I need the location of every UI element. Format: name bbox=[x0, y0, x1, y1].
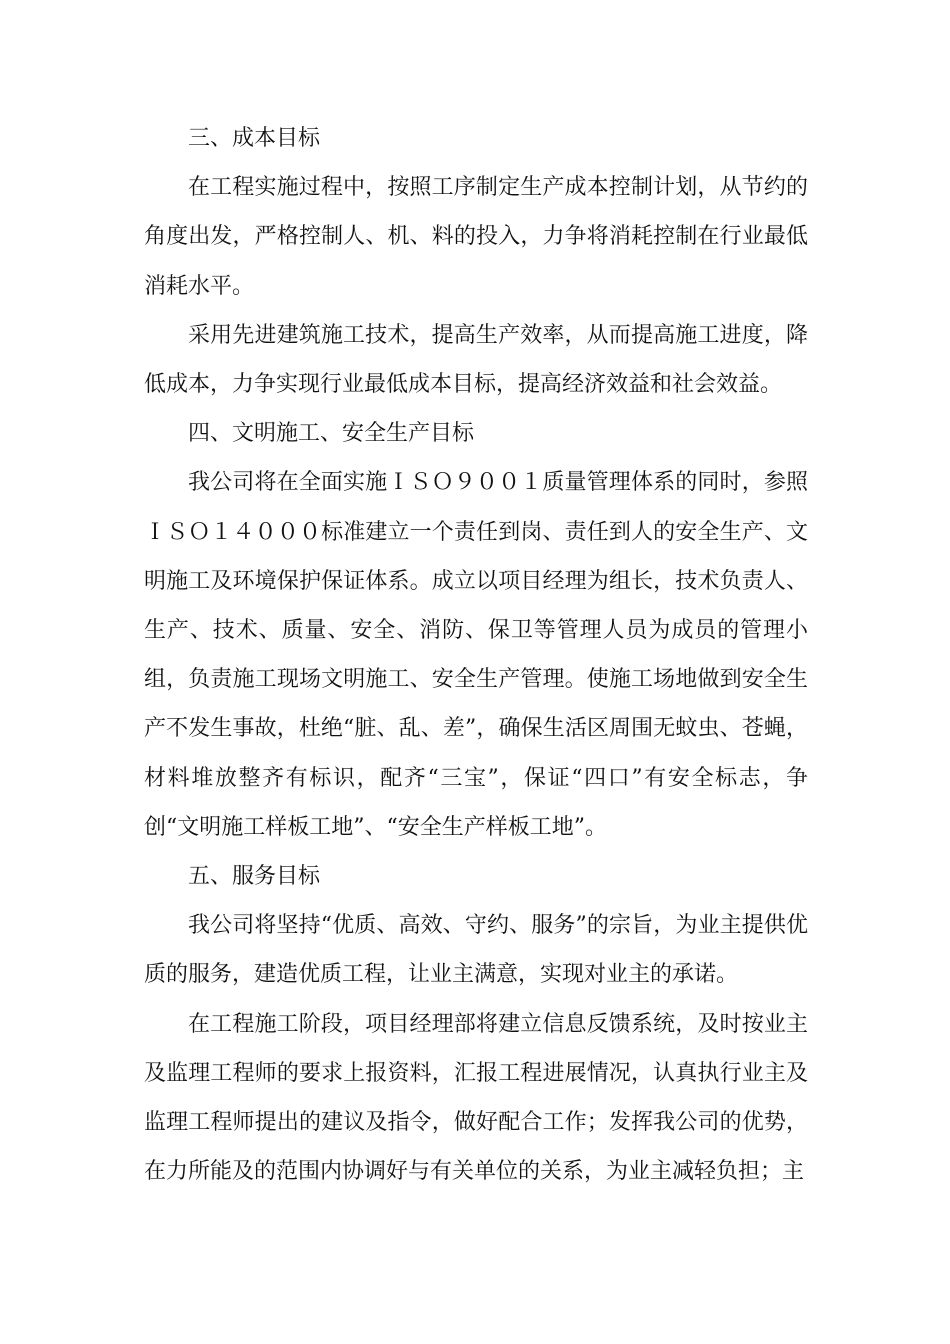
paragraph: 我公司将坚持“优质、高效、守约、服务”的宗旨，为业主提供优质的服务，建造优质工程，让业主满意，实现对业主的承诺。 bbox=[144, 913, 808, 988]
section-service-target bbox=[144, 852, 808, 1196]
section-heading: 三、成本目标 bbox=[188, 126, 321, 151]
section-civilized-safety-target bbox=[144, 409, 808, 852]
section-cost-target bbox=[144, 114, 808, 409]
paragraph: 在工程实施过程中，按照工序制定生产成本控制计划，从节约的角度出发，严格控制人、机、料的投入，力争将消耗控制在行业最低消耗水平。 bbox=[144, 175, 808, 299]
paragraph: 我公司将在全面实施ＩＳＯ９００１质量管理体系的同时，参照ＩＳＯ１４０００标准建立一个责任到岗、责任到人的安全生产、文明施工及环境保护保证体系。成立以项目经理为组长，技术负责人、生产、技术、质量、安全、消防、保卫等管理人员为成员的管理小组，负责施工现场文明施工、安全生产管理。使施工场地做到安全生产不发生事故，杜绝“脏、乱、差”，确保生活区周围无蚊虫、苍蝇，材料堆放整齐有标识，配齐“三宝”，保证“四口”有安全标志，争创“文明施工样板工地”、“安全生产样板工地”。 bbox=[144, 470, 808, 840]
section-heading: 四、文明施工、安全生产目标 bbox=[188, 421, 475, 447]
paragraph: 在工程施工阶段，项目经理部将建立信息反馈系统，及时按业主及监理工程师的要求上报资料，汇报工程进展情况，认真执行业主及监理工程师提出的建议及指令，做好配合工作；发挥我公司的优势，在力所能及的范围内协调好与有关单位的关系，为业主减轻负担；主 bbox=[144, 1011, 808, 1185]
section-heading: 五、服务目标 bbox=[188, 864, 321, 890]
document-body bbox=[144, 114, 808, 1196]
paragraph: 采用先进建筑施工技术，提高生产效率，从而提高施工进度，降低成本，力争实现行业最低成本目标，提高经济效益和社会效益。 bbox=[144, 322, 808, 398]
